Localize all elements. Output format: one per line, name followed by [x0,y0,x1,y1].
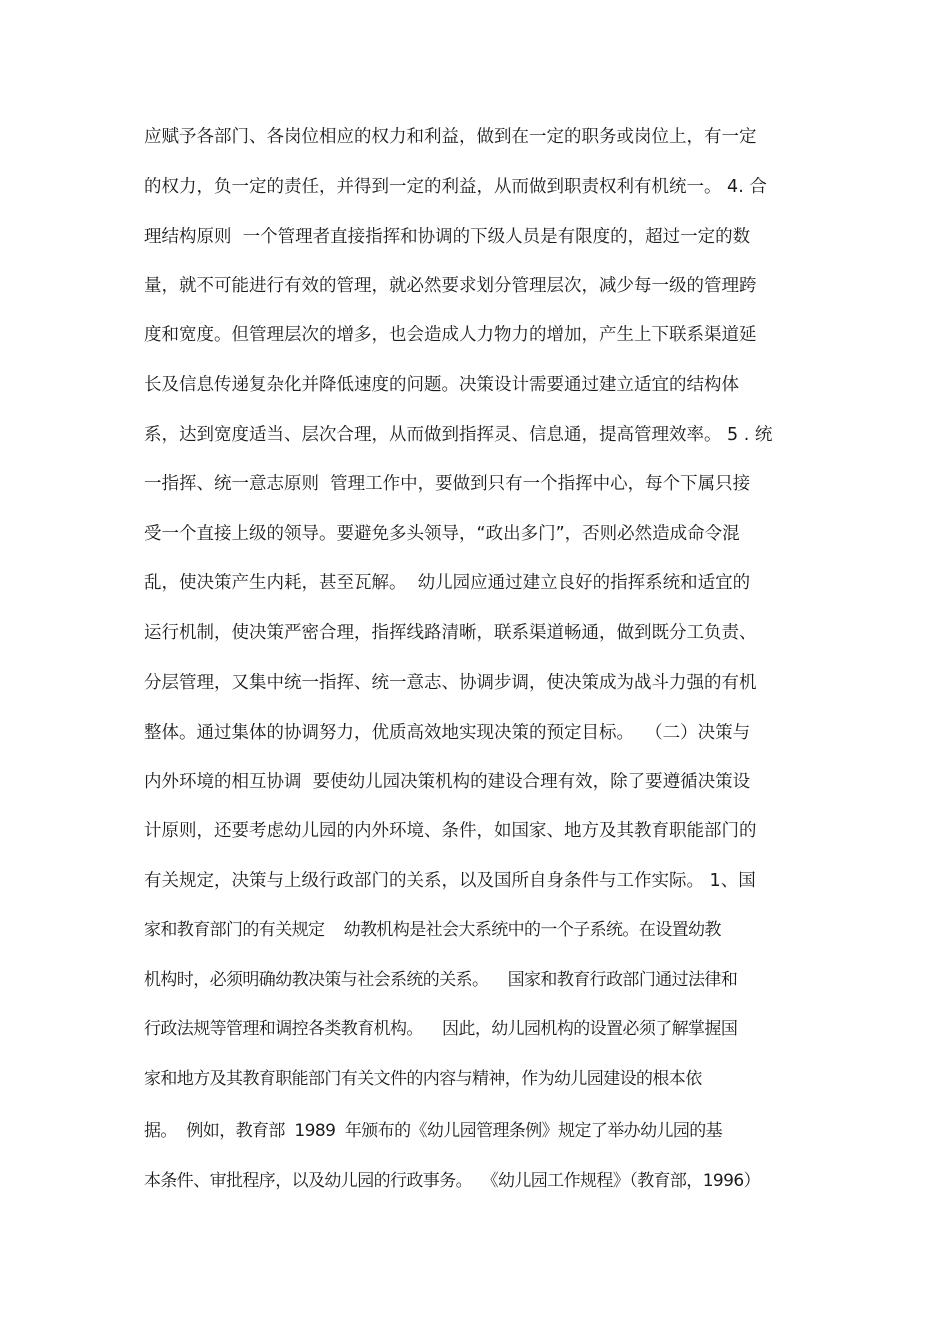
text-line: 行政法规等管理和调控各类教育机构。 因此，幼儿园机构的设置必须了解掌握国 [144,1019,738,1039]
text-line: 分层管理，又集中统一指挥、统一意志、协调步调，使决策成为战斗力强的有机 [144,673,757,693]
text-line: 系，达到宽度适当、层次合理，从而做到指挥灵、信息通，提高管理效率。 5 . 统 [144,425,773,445]
text-line: 长及信息传递复杂化并降低速度的问题。决策设计需要通过建立适宜的结构体 [144,375,739,395]
text-line: 的权力，负一定的责任，并得到一定的利益，从而做到职责权利有机统一。 4. 合 [144,177,767,197]
text-line: 机构时，必须明确幼教决策与社会系统的关系。 国家和教育行政部门通过法律和 [144,970,738,990]
text-line: 量，就不可能进行有效的管理，就必然要求划分管理层次，减少每一级的管理跨 [144,276,757,296]
text-line: 据。 例如，教育部 1989 年颁布的《幼儿园管理条例》规定了举办幼儿园的基 [144,1121,723,1141]
text-line: 运行机制，使决策严密合理，指挥线路清晰，联系渠道畅通，做到既分工负责、 [144,623,757,643]
text-line: 受一个直接上级的领导。要避免多头领导，“政出多门”，否则必然造成命令混 [144,524,740,544]
text-line: 本条件、审批程序，以及幼儿园的行政事务。 《幼儿园工作规程》（教育部，1996） [144,1171,760,1191]
text-line: 家和教育部门的有关规定 幼教机构是社会大系统中的一个子系统。在设置幼教 [144,920,721,940]
text-line: 度和宽度。但管理层次的增多，也会造成人力物力的增加，产生上下联系渠道延 [144,325,757,345]
text-line: 有关规定，决策与上级行政部门的关系，以及国所自身条件与工作实际。 1、国 [144,871,756,891]
text-line: 家和地方及其教育职能部门有关文件的内容与精神，作为幼儿园建设的根本依 [144,1069,702,1089]
text-line: 整体。通过集体的协调努力，优质高效地实现决策的预定目标。 （二）决策与 [144,723,751,743]
text-line: 应赋予各部门、各岗位相应的权力和利益，做到在一定的职务或岗位上，有一定 [144,127,757,147]
text-line: 计原则，还要考虑幼儿园的内外环境、条件，如国家、地方及其教育职能部门的 [144,821,757,841]
text-line: 乱，使决策产生内耗，甚至瓦解。 幼儿园应通过建立良好的指挥系统和适宜的 [144,573,751,593]
text-line: 一指挥、统一意志原则 管理工作中，要做到只有一个指挥中心，每个下属只接 [144,474,751,494]
text-line: 理结构原则 一个管理者直接指挥和协调的下级人员是有限度的，超过一定的数 [144,227,751,247]
text-line: 内外环境的相互协调 要使幼儿园决策机构的建设合理有效，除了要遵循决策设 [144,772,751,792]
